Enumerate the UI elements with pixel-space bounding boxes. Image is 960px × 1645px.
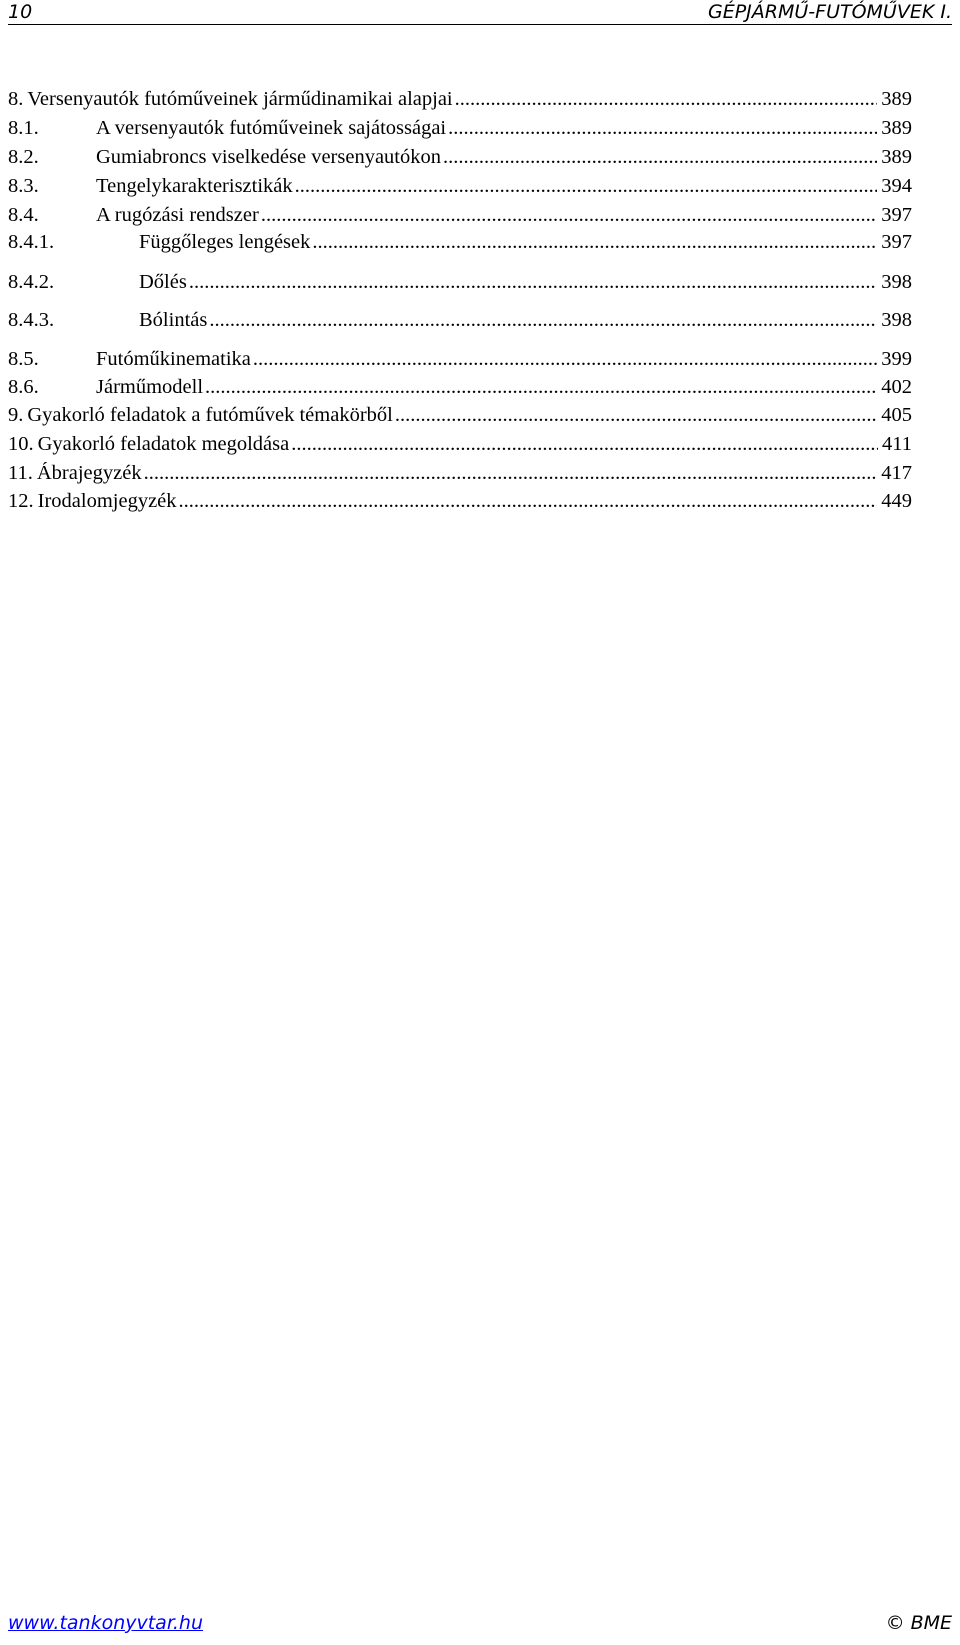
toc-entry-title: Gyakorló feladatok megoldása [37,433,290,455]
toc-dot-leader [144,462,878,485]
toc-entry-page: 402 [881,376,912,398]
toc-entry-page: 449 [881,490,912,512]
toc-dot-leader [291,433,878,456]
toc-entry-number: 8.2. [8,146,39,168]
toc-entry[interactable] [8,88,912,114]
toc-entry-title: Bólintás [139,309,208,331]
toc-entry-page: 389 [881,117,912,139]
toc-dot-leader [448,117,877,140]
toc-entry-title: Gumiabroncs viselkedése versenyautókon [96,146,441,168]
book-title: GÉPJÁRMŰ-FUTÓMŰVEK I. [708,1,952,23]
toc-entry[interactable] [8,376,912,402]
toc-entry-page: 398 [881,309,912,331]
toc-entry[interactable] [8,462,912,488]
toc-entry-title: Dőlés [139,271,187,293]
page-header [8,0,952,25]
toc-entry-page: 397 [881,231,912,253]
toc-dot-leader [253,348,877,371]
toc-dot-leader [179,490,878,513]
toc-entry-title: Versenyautók futóműveinek járműdinamikai alapjai [27,88,453,110]
toc-entry-page: 389 [881,146,912,168]
toc-dot-leader [205,376,877,399]
toc-entry[interactable] [8,404,912,430]
toc-entry-number: 12. [8,490,34,512]
toc-entry-number: 8.4.3. [8,309,55,331]
toc-entry-number: 8.4.1. [8,231,55,253]
toc-entry-number: 8.4.2. [8,271,55,293]
toc-entry-title: A versenyautók futóműveinek sajátosságai [96,117,447,139]
toc-entry-page: 398 [881,271,912,293]
toc-entry-number: 9. [8,404,24,426]
toc-entry-number: 8.5. [8,348,39,370]
toc-entry-title: Irodalomjegyzék [37,490,177,512]
toc-entry-title: Futóműkinematika [96,348,251,370]
toc-entry-number: 8.4. [8,204,39,226]
toc-dot-leader [312,231,877,254]
toc-dot-leader [295,175,878,198]
toc-entry-title: Tengelykarakterisztikák [96,175,293,197]
toc-dot-leader [209,309,877,332]
page-number: 10 [8,1,33,23]
toc-entry[interactable] [8,231,912,257]
toc-entry-page: 399 [881,348,912,370]
toc-entry-page: 405 [881,404,912,426]
copyright-notice [886,1612,952,1634]
toc-entry-page: 397 [881,204,912,226]
page-footer [8,1612,952,1636]
toc-entry-title: Járműmodell [96,376,204,398]
toc-entry[interactable] [8,204,912,230]
toc-entry-number: 8.3. [8,175,39,197]
toc-dot-leader [455,88,878,111]
toc-entry[interactable] [8,146,912,172]
toc-entry[interactable] [8,175,912,201]
website-link[interactable]: www.tankonyvtar.hu [8,1612,204,1634]
toc-entry[interactable] [8,490,912,516]
toc-dot-leader [395,404,877,427]
toc-entry-title: Ábrajegyzék [36,462,142,484]
toc-entry-number: 8.6. [8,376,39,398]
toc-entry-page: 411 [882,433,912,455]
toc-dot-leader [189,271,877,294]
publisher-name: BME [910,1612,952,1634]
toc-entry-number: 10. [8,433,34,455]
toc-dot-leader [443,146,877,169]
toc-entry[interactable] [8,271,912,297]
toc-entry-page: 389 [881,88,912,110]
toc-entry-number: 8. [8,88,24,110]
toc-entry[interactable] [8,309,912,335]
toc-entry-number: 8.1. [8,117,39,139]
toc-entry[interactable] [8,433,912,459]
toc-entry[interactable] [8,348,912,374]
toc-entry-title: Gyakorló feladatok a futóművek témakörből [27,404,393,426]
toc-entry-page: 394 [881,175,912,197]
toc-entry-number: 11. [8,462,33,484]
toc-dot-leader [261,204,877,227]
toc-entry-page: 417 [881,462,912,484]
toc-entry-title: A rugózási rendszer [96,204,259,226]
copyright-icon: © [885,1612,905,1634]
toc-entry-title: Függőleges lengések [139,231,311,253]
toc-entry[interactable] [8,117,912,143]
